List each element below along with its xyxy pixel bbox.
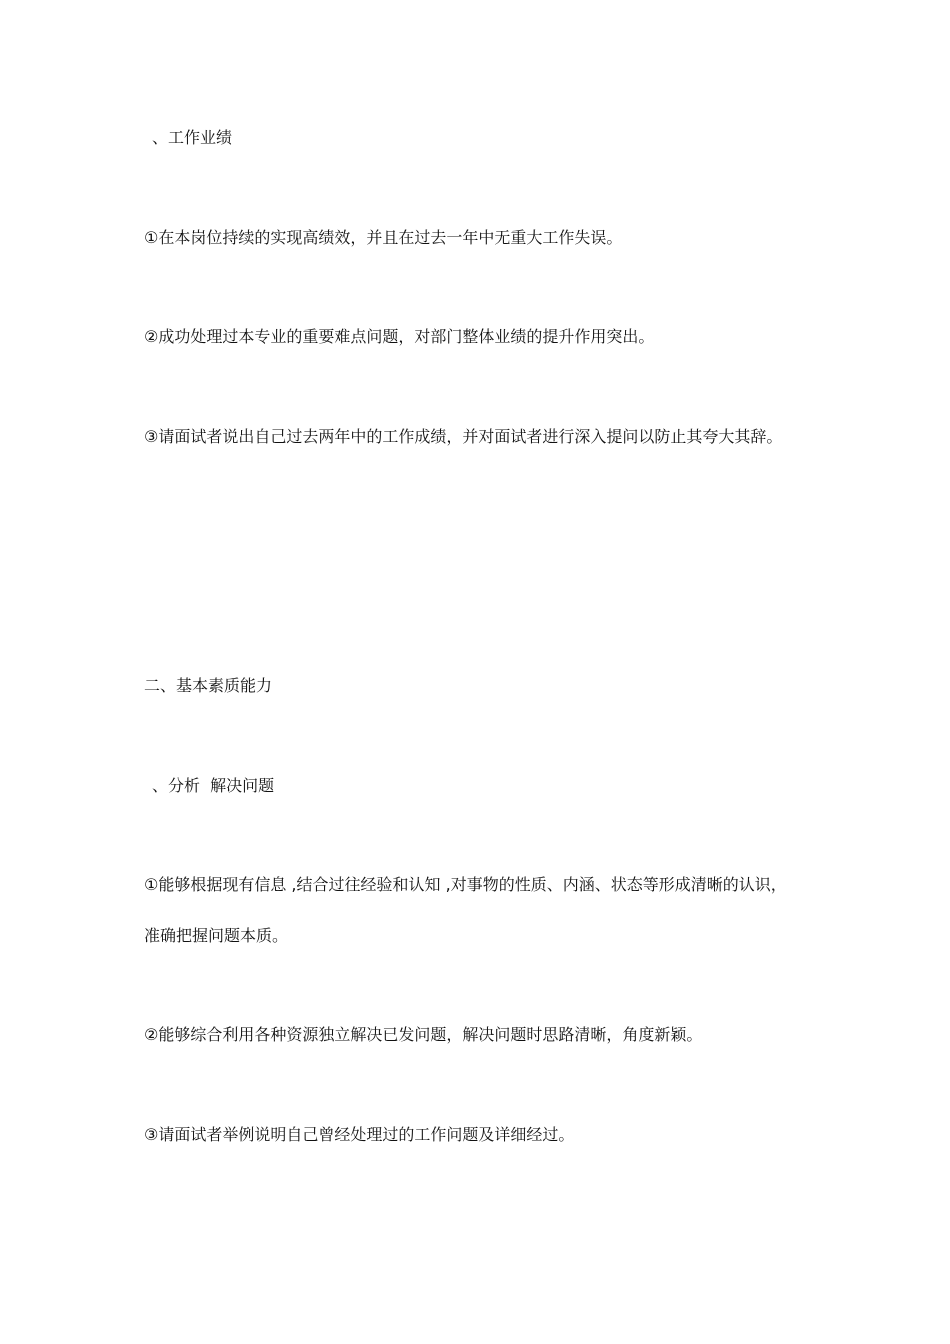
- section-heading-basic-qualities: 二、基本素质能力: [144, 676, 273, 695]
- list-item: ②能够综合利用各种资源独立解决已发问题，解决问题时思路清晰，角度新颖。: [144, 1025, 703, 1044]
- list-item: ②成功处理过本专业的重要难点问题，对部门整体业绩的提升作用突出。: [144, 327, 655, 346]
- list-item: ①在本岗位持续的实现高绩效，并且在过去一年中无重大工作失误。: [144, 228, 623, 247]
- list-item-continuation: 准确把握问题本质。: [144, 926, 289, 945]
- subsection-heading-problem-solving: 、分析 解决问题: [152, 776, 275, 795]
- list-item: ③请面试者举例说明自己曾经处理过的工作问题及详细经过。: [144, 1125, 575, 1144]
- section-heading-work-performance: 、工作业绩: [152, 128, 233, 147]
- list-item: ①能够根据现有信息 ,结合过往经验和认知 ,对事物的性质、内涵、状态等形成清晰的认识，: [144, 875, 787, 894]
- list-item: ③请面试者说出自己过去两年中的工作成绩，并对面试者进行深入提问以防止其夸大其辞。: [144, 427, 783, 446]
